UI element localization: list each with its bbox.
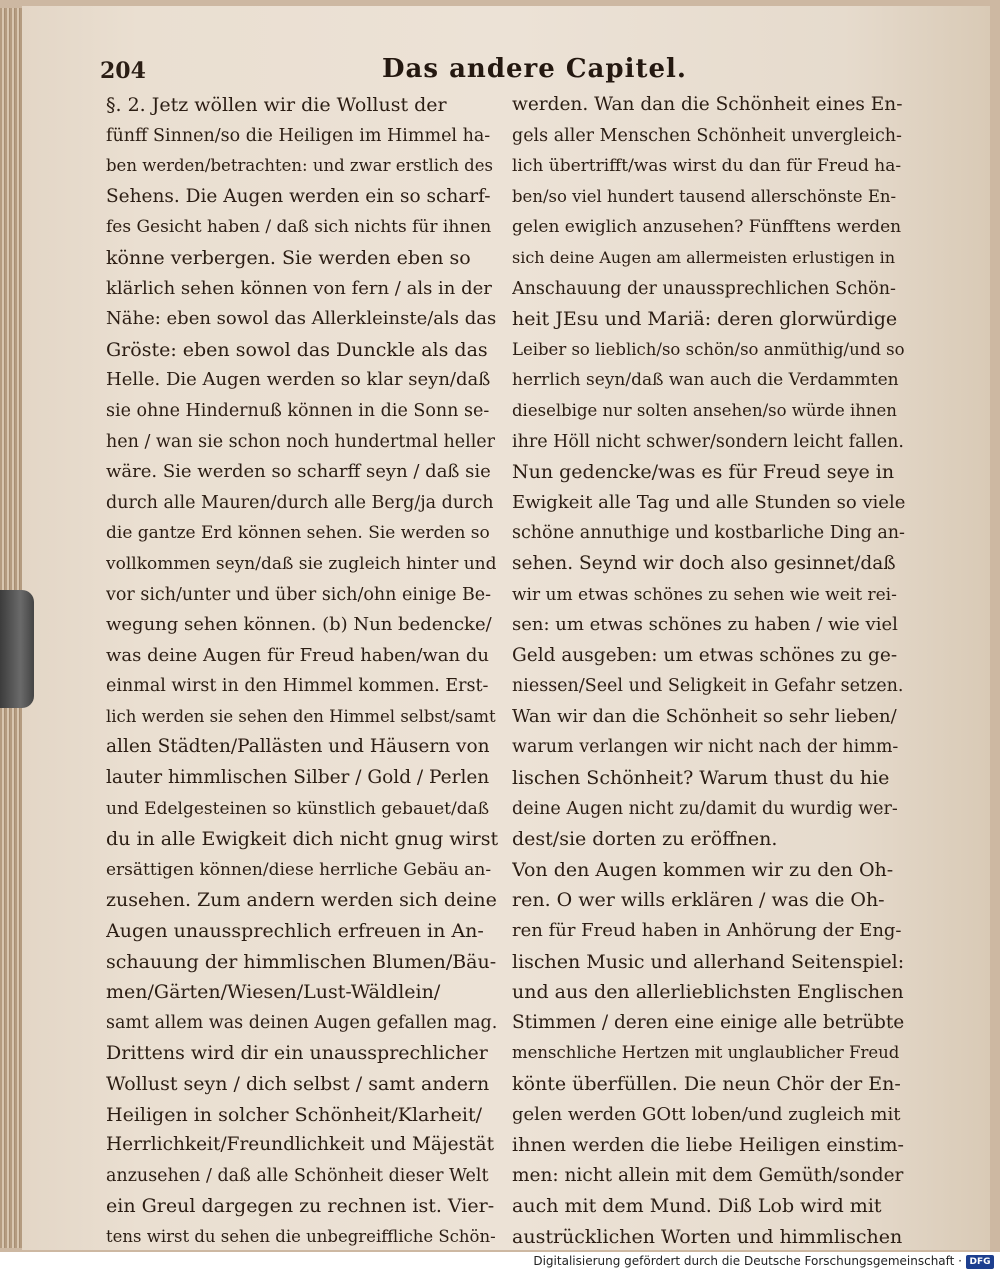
text-line: Heiligen in solcher Schönheit/Klarheit/ — [106, 1103, 483, 1126]
page-number: 204 — [100, 58, 146, 84]
text-line: sie ohne Hindernuß können in die Sonn se- — [106, 400, 490, 421]
text-line: vor sich/unter und über sich/ohn einige Be- — [106, 584, 492, 605]
text-line: und aus den allerlieblichsten Englischen — [512, 981, 904, 1004]
text-line: schöne annuthige und kostbarliche Ding an- — [512, 523, 905, 544]
text-line: Stimmen / deren eine einige alle betrübte — [512, 1011, 905, 1033]
footer-bar — [0, 1252, 1000, 1274]
text-line: sen: um etwas schönes zu haben / wie viel — [512, 614, 898, 636]
text-line: ersättigen können/diese herrliche Gebäu an- — [106, 859, 492, 880]
text-line: die gantze Erd können sehen. Sie werden so — [106, 523, 490, 544]
text-line: lischen Music und allerhand Seitenspiel: — [512, 950, 905, 973]
text-line: was deine Augen für Freud haben/wan du — [106, 644, 489, 666]
text-line: heit JEsu und Mariä: deren glorwürdige — [512, 308, 898, 331]
text-line: fünff Sinnen/so die Heiligen im Himmel ha- — [106, 125, 491, 146]
text-line: gels aller Menschen Schönheit unvergleich- — [512, 125, 902, 146]
text-line: fes Gesicht haben / daß sich nichts für ihnen — [106, 217, 492, 238]
text-line: lauter himmlischen Silber / Gold / Perlen — [106, 767, 490, 789]
text-line: Helle. Die Augen werden so klar seyn/daß — [106, 369, 491, 391]
text-line: Herrlichkeit/Freundlichkeit und Mäjestät — [106, 1134, 495, 1156]
text-line: könte überfüllen. Die neun Chör der En- — [512, 1073, 901, 1095]
text-line: werden. Wan dan die Schönheit eines En- — [512, 94, 903, 115]
text-line: men: nicht allein mit dem Gemüth/sonder — [512, 1164, 904, 1186]
text-line: dest/sie dorten zu eröffnen. — [512, 828, 778, 851]
text-line: lich übertrifft/was wirst du dan für Freud ha- — [512, 156, 902, 177]
page-paper — [22, 6, 990, 1250]
text-line: gelen ewiglich anzusehen? Fünfftens werden — [512, 217, 902, 238]
text-line: wäre. Sie werden so scharff seyn / daß sie — [106, 461, 491, 483]
text-line: Ewigkeit alle Tag und alle Stunden so viele — [512, 491, 905, 513]
text-line: Nun gedencke/was es für Freud seye in — [512, 461, 895, 484]
text-line: Geld ausgeben: um etwas schönes zu ge- — [512, 644, 898, 666]
dfg-logo-icon: DFG — [966, 1255, 994, 1269]
text-line: ren für Freud haben in Anhörung der Eng- — [512, 920, 902, 942]
text-line: men/Gärten/Wiesen/Lust-Wäldlein/ — [106, 981, 441, 1004]
text-line: vollkommen seyn/daß sie zugleich hinter und — [106, 553, 497, 574]
text-line: deine Augen nicht zu/damit du wurdig wer- — [512, 798, 898, 819]
text-line: du in alle Ewigkeit dich nicht gnug wirst — [106, 828, 498, 851]
text-line: sich deine Augen am allermeisten erlustigen in — [512, 247, 896, 267]
text-line: wegung sehen können. (b) Nun bedencke/ — [106, 614, 492, 636]
text-line: tens wirst du sehen die unbegreiffliche Schön- — [106, 1226, 496, 1246]
text-line: ein Greul dargegen zu rechnen ist. Vier- — [106, 1195, 495, 1218]
text-line: Leiber so lieblich/so schön/so anmüthig/und so — [512, 339, 905, 359]
text-line: Anschauung der unaussprechlichen Schön- — [512, 278, 896, 299]
text-line: einmal wirst in den Himmel kommen. Erst- — [106, 676, 489, 697]
text-line: Wollust seyn / dich selbst / samt andern — [106, 1073, 490, 1095]
text-line: allen Städten/Pallästen und Häusern von — [106, 736, 490, 758]
text-line: hen / wan sie schon noch hundertmal heller — [106, 431, 496, 452]
text-line: Sehens. Die Augen werden ein so scharf- — [106, 185, 491, 207]
right-text-column — [512, 90, 905, 1252]
text-line: könne verbergen. Sie werden eben so — [106, 246, 471, 269]
text-line: schauung der himmlischen Blumen/Bäu- — [106, 950, 497, 973]
text-line: austrücklichen Worten und himmlischen — [512, 1225, 903, 1248]
book-clamp — [0, 590, 34, 708]
text-line: herrlich seyn/daß wan auch die Verdammten — [512, 370, 899, 391]
text-line: zusehen. Zum andern werden sich deine — [106, 889, 497, 912]
text-line: Wan wir dan die Schönheit so sehr lieben/ — [512, 705, 897, 727]
text-line: Augen unaussprechlich erfreuen in An- — [106, 920, 484, 943]
text-line: ben/so viel hundert tausend allerschönste En- — [512, 186, 897, 206]
text-line: lischen Schönheit? Warum thust du hie — [512, 767, 890, 790]
chapter-title: Das andere Capitel. — [382, 54, 687, 84]
text-line: lich werden sie sehen den Himmel selbst/samt — [106, 706, 496, 726]
text-line: ihnen werden die liebe Heiligen einstim- — [512, 1134, 904, 1157]
funding-credit: Digitalisierung gefördert durch die Deutsche Forschungsgemeinschaft · — [533, 1254, 962, 1268]
text-line: ben werden/betrachten: und zwar erstlich des — [106, 156, 493, 176]
text-line: gelen werden GOtt loben/und zugleich mit — [512, 1103, 901, 1125]
text-line: §. 2. Jetz wöllen wir die Wollust der — [106, 94, 447, 116]
running-header — [22, 50, 990, 90]
text-line: ihre Höll nicht schwer/sondern leicht fallen. — [512, 431, 904, 452]
text-line: auch mit dem Mund. Diß Lob wird mit — [512, 1195, 882, 1218]
text-line: ren. O wer wills erklären / was die Oh- — [512, 889, 885, 912]
text-line: Gröste: eben sowol das Dunckle als das — [106, 338, 488, 361]
text-line: durch alle Mauren/durch alle Berg/ja durch — [106, 492, 494, 513]
left-text-column — [106, 90, 498, 1252]
text-line: Von den Augen kommen wir zu den Oh- — [512, 858, 894, 881]
text-line: und Edelgesteinen so künstlich gebauet/daß — [106, 798, 490, 819]
text-line: anzusehen / daß alle Schönheit dieser Welt — [106, 1165, 489, 1186]
text-line: Nähe: eben sowol das Allerkleinste/als das — [106, 308, 497, 330]
text-line: samt allem was deinen Augen gefallen mag. — [106, 1012, 498, 1033]
text-line: niessen/Seel und Seligkeit in Gefahr setzen. — [512, 676, 904, 697]
text-line: sehen. Seynd wir doch also gesinnet/daß — [512, 552, 896, 574]
text-line: menschliche Hertzen mit unglaublicher Freud — [512, 1043, 900, 1063]
text-line: Drittens wird dir ein unaussprechlicher — [106, 1042, 488, 1065]
text-line: klärlich sehen können von fern / als in der — [106, 277, 492, 299]
text-line: warum verlangen wir nicht nach der himm- — [512, 737, 899, 758]
text-line: dieselbige nur solten ansehen/so würde ihnen — [512, 400, 897, 420]
text-line: wir um etwas schönes zu sehen wie weit rei- — [512, 584, 897, 605]
